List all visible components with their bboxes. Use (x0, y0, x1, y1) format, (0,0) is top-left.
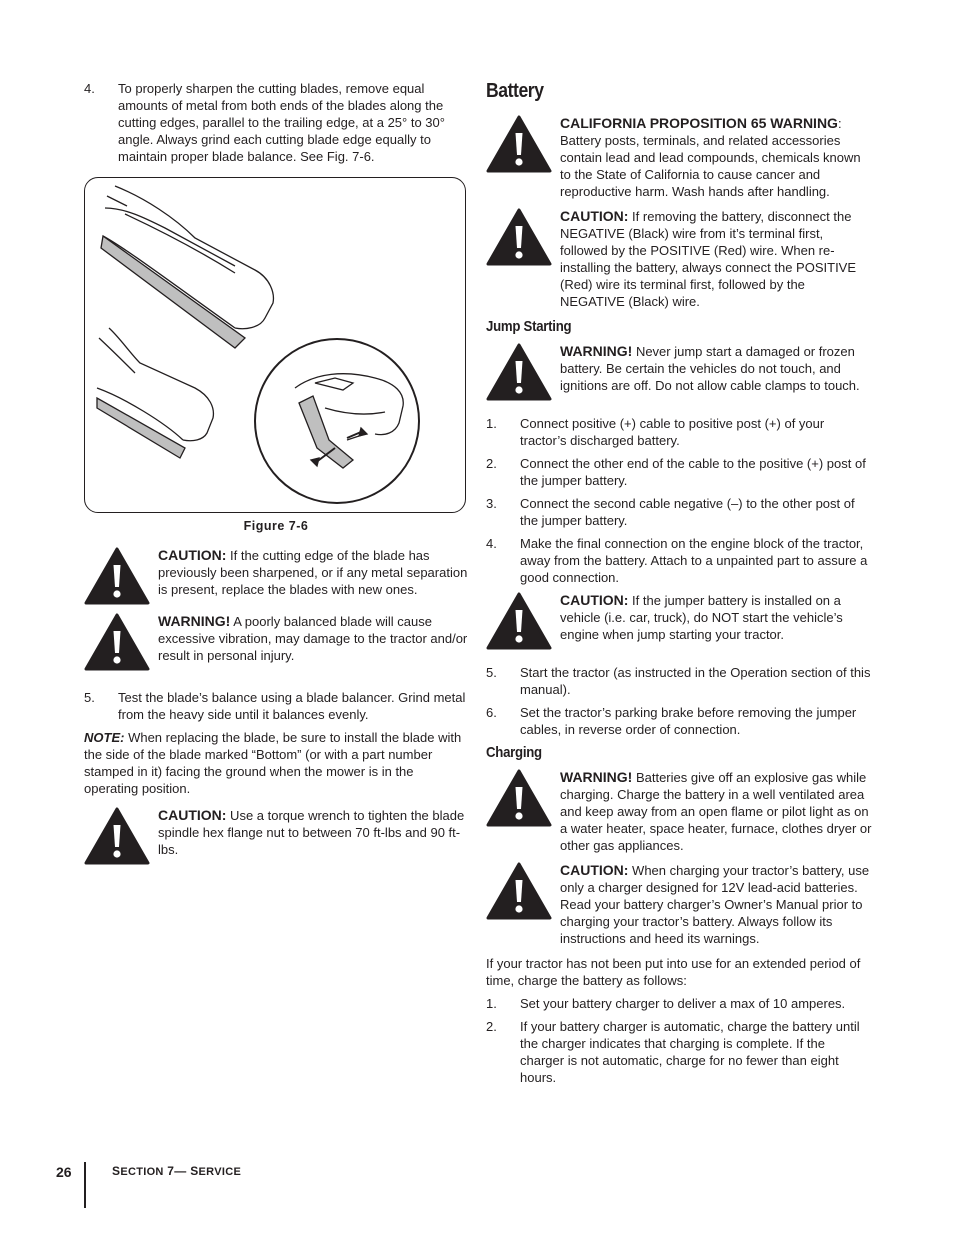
caution-resharpen (84, 547, 468, 605)
jump-step (486, 704, 872, 738)
jump-step (486, 664, 872, 698)
note-text: When replacing the blade, be sure to install the blade with the side of the blade marked “Bottom” (or with a part number stamped in it) facing the ground when the mower is in the operating position. (84, 730, 462, 796)
caution-label: CAUTION: (158, 807, 227, 823)
warning-label: WARNING! (560, 769, 633, 785)
step-text: Connect positive (+) cable to positive post (+) of your tractor’s discharged battery. (520, 416, 825, 448)
caution-text: If removing the battery, disconnect the NEGATIVE (Black) wire from it’s terminal first, followed by the POSITIVE (Red) wire. When re-installing the battery, always connect the POSITIVE (Red) wire its terminal first, followed by the NEGATIVE (Black) wire. (560, 209, 857, 309)
step-number: 5. (486, 665, 497, 680)
caution-label: CAUTION: (560, 862, 629, 878)
caution-text: When charging your tractor’s battery, use only a charger designed for 12V lead-acid batteries. Read your battery charger’s Owner’s Manual prior to charging your tractor’s battery. Always follow its instructions and heed its warnings. (560, 863, 870, 946)
step-text: To properly sharpen the cutting blades, remove equal amounts of metal from both ends of the blades along the cutting edges, parallel to the trailing edge, at a 25° to 30° angle. Always grind each cutting blade edge equally to maintain proper blade balance. See Fig. 7-6. (118, 81, 445, 164)
caution-text: If the jumper battery is installed on a vehicle (i.e. car, truck), do NOT start the vehicle’s engine when jump starting your tractor. (560, 593, 843, 642)
prop65-label: CALIFORNIA PROPOSITION 65 WARNING (560, 115, 838, 131)
jump-step (486, 495, 872, 529)
caution-label: CAUTION: (560, 592, 629, 608)
warning-triangle-icon (486, 862, 552, 920)
charge-step (486, 1018, 872, 1086)
warning-triangle-icon (84, 613, 150, 671)
step-text: Make the final connection on the engine block of the tractor, away from the battery. Attach to a unpainted part to assure a good connection. (520, 536, 868, 585)
blade-step-5 (84, 689, 468, 723)
step-number: 1. (486, 996, 497, 1011)
step-number: 2. (486, 456, 497, 471)
warning-triangle-icon (486, 115, 552, 173)
blade-step-4 (84, 80, 468, 165)
charge-caution (486, 862, 872, 947)
blade-illustration (85, 178, 466, 513)
step-number: 1. (486, 416, 497, 431)
charge-warning (486, 769, 872, 854)
right-column (486, 80, 872, 1092)
prop65-colon: : (837, 116, 842, 131)
step-number: 2. (486, 1019, 497, 1034)
caution-label: CAUTION: (158, 547, 227, 563)
footer-divider (84, 1162, 86, 1208)
warning-triangle-icon (486, 343, 552, 401)
page-number: 26 (56, 1164, 72, 1180)
jump-warning (486, 343, 872, 401)
jump-step (486, 415, 872, 449)
step-text: Test the blade’s balance using a blade balancer. Grind metal from the heavy side until it balances evenly. (118, 690, 466, 722)
caution-text: If the cutting edge of the blade has previously been sharpened, or if any metal separation is present, replace the blades with new ones. (158, 548, 468, 597)
warning-label: WARNING! (560, 343, 633, 359)
caution-battery-removal (486, 208, 872, 310)
subsection-title-charging: Charging (486, 744, 542, 761)
step-text: Connect the second cable negative (–) to the other post of the jumper battery. (520, 496, 855, 528)
step-text: Set your battery charger to deliver a max of 10 amperes. (520, 996, 846, 1011)
warning-triangle-icon (84, 547, 150, 605)
jump-step (486, 535, 872, 586)
page-footer (0, 1160, 954, 1210)
section-label: SECTION 7— SERVICE (112, 1164, 242, 1178)
note-label: NOTE: (84, 730, 125, 745)
warning-text: Never jump start a damaged or frozen battery. Be certain the vehicles do not touch, and ignitions are off. Do not allow cable clamps to touch. (560, 344, 860, 393)
jump-step (486, 455, 872, 489)
warning-text: Batteries give off an explosive gas while charging. Charge the battery in a well ventilated area and keep away from an open flame or pilot light as on a water heater, space heater, furnace, clothes dryer or other gas appliances. (560, 770, 872, 853)
warning-balance (84, 613, 468, 671)
prop65-warning (486, 115, 872, 200)
warning-label: WARNING! (158, 613, 231, 629)
caution-label: CAUTION: (560, 208, 629, 224)
step-text: Connect the other end of the cable to the positive (+) post of the jumper battery. (520, 456, 866, 488)
step-number: 6. (486, 705, 497, 720)
figure-blade-sharpening (84, 177, 466, 513)
jump-caution (486, 592, 872, 650)
warning-triangle-icon (486, 769, 552, 827)
step-text: If your battery charger is automatic, charge the battery until the charger indicates that charging is complete. If the charger is not automatic, charge for no fewer than eight hours. (520, 1019, 860, 1085)
step-number: 4. (84, 81, 95, 96)
prop65-text: Battery posts, terminals, and related accessories contain lead and lead compounds, chemicals known to the State of California to cause cancer and reproductive harm. Wash hands after handling. (560, 133, 861, 199)
step-number: 5. (84, 690, 95, 705)
warning-text: A poorly balanced blade will cause excessive vibration, may damage to the tractor and/or result in personal injury. (158, 614, 468, 663)
caution-text: Use a torque wrench to tighten the blade spindle hex flange nut to between 70 ft-lbs and 90 ft-lbs. (158, 808, 465, 857)
step-number: 4. (486, 536, 497, 551)
warning-triangle-icon (486, 208, 552, 266)
figure-caption: Figure 7-6 (243, 519, 309, 533)
step-text: Start the tractor (as instructed in the Operation section of this manual). (520, 665, 871, 697)
section-title-battery: Battery (486, 80, 544, 102)
charge-step (486, 995, 872, 1012)
note-paragraph (84, 729, 468, 797)
charge-intro: If your tractor has not been put into use for an extended period of time, charge the battery as follows: (486, 956, 861, 988)
caution-torque (84, 807, 468, 865)
subsection-title-jump-starting: Jump Starting (486, 318, 572, 335)
step-text: Set the tractor’s parking brake before removing the jumper cables, in reverse order of connection. (520, 705, 857, 737)
warning-triangle-icon (486, 592, 552, 650)
warning-triangle-icon (84, 807, 150, 865)
step-number: 3. (486, 496, 497, 511)
left-column (84, 80, 468, 873)
